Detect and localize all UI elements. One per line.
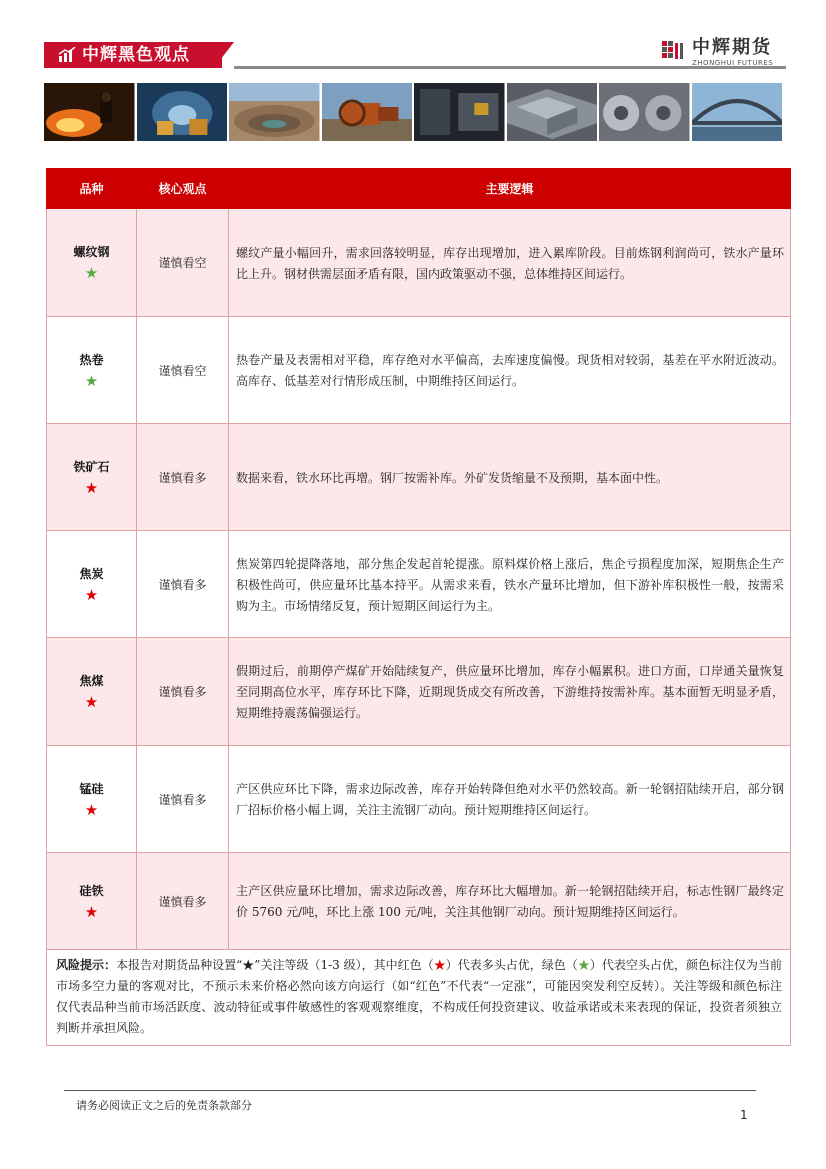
footer-rule xyxy=(64,1090,756,1091)
logic-cell: 假期过后，前期停产煤矿开始陆续复产，供应量环比增加，库存小幅累积。进口方面，口岸通关量恢复至同期高位水平，库存环比下降，近期现货成交有所改善，下游维持按需补库。基本面暂无明显矛盾，短期维持震荡偏强运行。 xyxy=(229,638,791,746)
view-cell: 谨慎看空 xyxy=(137,209,229,317)
logic-cell: 产区供应环比下降，需求边际改善，库存开始转降但绝对水平仍然较高。新一轮钢招陆续开启，部分钢厂招标价格小幅上调，关注主流钢厂动向。预计短期维持区间运行。 xyxy=(229,746,791,853)
product-name: 热卷 xyxy=(79,352,104,367)
red-star-icon: ★ xyxy=(433,958,446,972)
view-cell: 谨慎看空 xyxy=(137,317,229,424)
product-name: 铁矿石 xyxy=(73,459,110,474)
product-name: 硅铁 xyxy=(79,883,104,898)
industry-photo-strip xyxy=(44,83,782,141)
risk-text-1: 本报告对期货品种设置“ xyxy=(116,958,243,972)
logic-cell: 主产区供应量环比增加，需求边际改善，库存环比大幅增加。新一轮钢招陆续开启，标志性钢厂最终定价 5760 元/吨，环比上涨 100 元/吨，关注其他钢厂动向。预计短期维持区间运行。 xyxy=(229,853,791,950)
green-star-icon: ★ xyxy=(84,264,99,282)
page-header xyxy=(44,38,786,70)
green-star-icon: ★ xyxy=(84,371,99,390)
view-cell: 谨慎看多 xyxy=(137,746,229,853)
product-name: 螺纹钢 xyxy=(73,245,110,259)
steel-billets-photo xyxy=(507,83,598,141)
logo-english-name: ZHONGHUI FUTURES xyxy=(692,59,774,67)
disclaimer-notice: 请务必阅读正文之后的免责条款部分 xyxy=(76,1099,252,1112)
view-cell: 谨慎看多 xyxy=(137,638,229,746)
viewpoint-table xyxy=(46,168,791,1046)
page-number: 1 xyxy=(740,1108,748,1122)
red-star-icon: ★ xyxy=(84,478,99,497)
risk-text-4: ）代表空头占优，颜色标注仅为当前市场多空力量的客观对比，不预示未来价格必然向该方向运行（如“红色”不代表“一定涨”，可能因突发利空反转）。关注等级和颜色标注仅代表品种当前市场活跃度、波动特征或事件敏感性的客观观察维度，不构成任何投资建议、收益承诺或未来表现的保证，投资者须独立判断并承担风险。 xyxy=(56,958,782,1035)
table-row xyxy=(47,638,791,746)
product-cell xyxy=(47,209,137,317)
steel-bridge-photo xyxy=(692,83,783,141)
view-cell: 谨慎看多 xyxy=(137,853,229,950)
column-header-product: 品种 xyxy=(47,169,137,209)
red-star-icon: ★ xyxy=(84,902,99,921)
table-row xyxy=(47,424,791,531)
risk-row xyxy=(47,950,791,1046)
table-row xyxy=(47,746,791,853)
table-row xyxy=(47,209,791,317)
red-star-icon: ★ xyxy=(84,585,99,604)
logo-chinese-name: 中辉期货 xyxy=(692,37,772,58)
view-cell: 谨慎看多 xyxy=(137,424,229,531)
risk-text-3: ）代表多头占优，绿色（ xyxy=(445,958,578,972)
product-cell xyxy=(47,746,137,853)
green-star-icon: ★ xyxy=(577,958,590,972)
product-name: 焦煤 xyxy=(79,674,104,688)
page-title: 中辉黑色观点 xyxy=(82,45,190,65)
table-row xyxy=(47,317,791,424)
black-star-icon: ★ xyxy=(242,958,255,972)
product-cell xyxy=(47,638,137,746)
view-cell: 谨慎看多 xyxy=(137,531,229,638)
product-cell xyxy=(47,424,137,531)
steel-coils-photo xyxy=(599,83,690,141)
product-cell xyxy=(47,531,137,638)
column-header-logic: 主要逻辑 xyxy=(229,169,791,209)
steel-furnace-photo xyxy=(44,83,135,141)
product-name: 焦炭 xyxy=(79,566,104,581)
logic-cell: 螺纹产量小幅回升，需求回落较明显，库存出现增加，进入累库阶段。目前炼钢利润尚可，铁水产量环比上升。钢材供需层面矛盾有限，国内政策驱动不强，总体维持区间运行。 xyxy=(229,209,791,317)
risk-label: 风险提示： xyxy=(56,958,117,972)
bar-chart-icon xyxy=(58,47,76,63)
logic-cell: 焦炭第四轮提降落地，部分焦企发起首轮提涨。原料煤价格上涨后，焦企亏损程度加深，短期焦企生产积极性尚可，供应量环比基本持平。从需求来看，铁水产量环比增加，但下游补库积极性一般，按需采购为主。市场情绪反复，预计短期区间运行为主。 xyxy=(229,531,791,638)
risk-disclosure xyxy=(47,950,791,1046)
company-logo xyxy=(662,38,786,68)
logic-cell: 热卷产量及表需相对平稳，库存绝对水平偏高，去库速度偏慢。现货相对较弱，基差在平水附近波动。高库存、低基差对行情形成压制，中期维持区间运行。 xyxy=(229,317,791,424)
red-star-icon: ★ xyxy=(84,800,99,819)
column-header-view: 核心观点 xyxy=(137,169,229,209)
risk-text-2: ”关注等级（1-3 级），其中红色（ xyxy=(254,958,434,972)
product-cell xyxy=(47,317,137,424)
excavator-photo xyxy=(322,83,413,141)
table-row xyxy=(47,531,791,638)
product-cell xyxy=(47,853,137,950)
title-banner-tail xyxy=(214,42,234,68)
logic-cell: 数据来看，铁水环比再增。钢厂按需补库。外矿发货缩量不及预期，基本面中性。 xyxy=(229,424,791,531)
coal-loader-photo xyxy=(414,83,505,141)
product-name: 锰硅 xyxy=(79,781,104,796)
mine-tunnel-photo xyxy=(137,83,228,141)
logo-mark-icon xyxy=(662,41,688,61)
open-pit-mine-photo xyxy=(229,83,320,141)
table-row xyxy=(47,853,791,950)
table-header-row xyxy=(47,169,791,209)
red-star-icon: ★ xyxy=(84,693,99,711)
